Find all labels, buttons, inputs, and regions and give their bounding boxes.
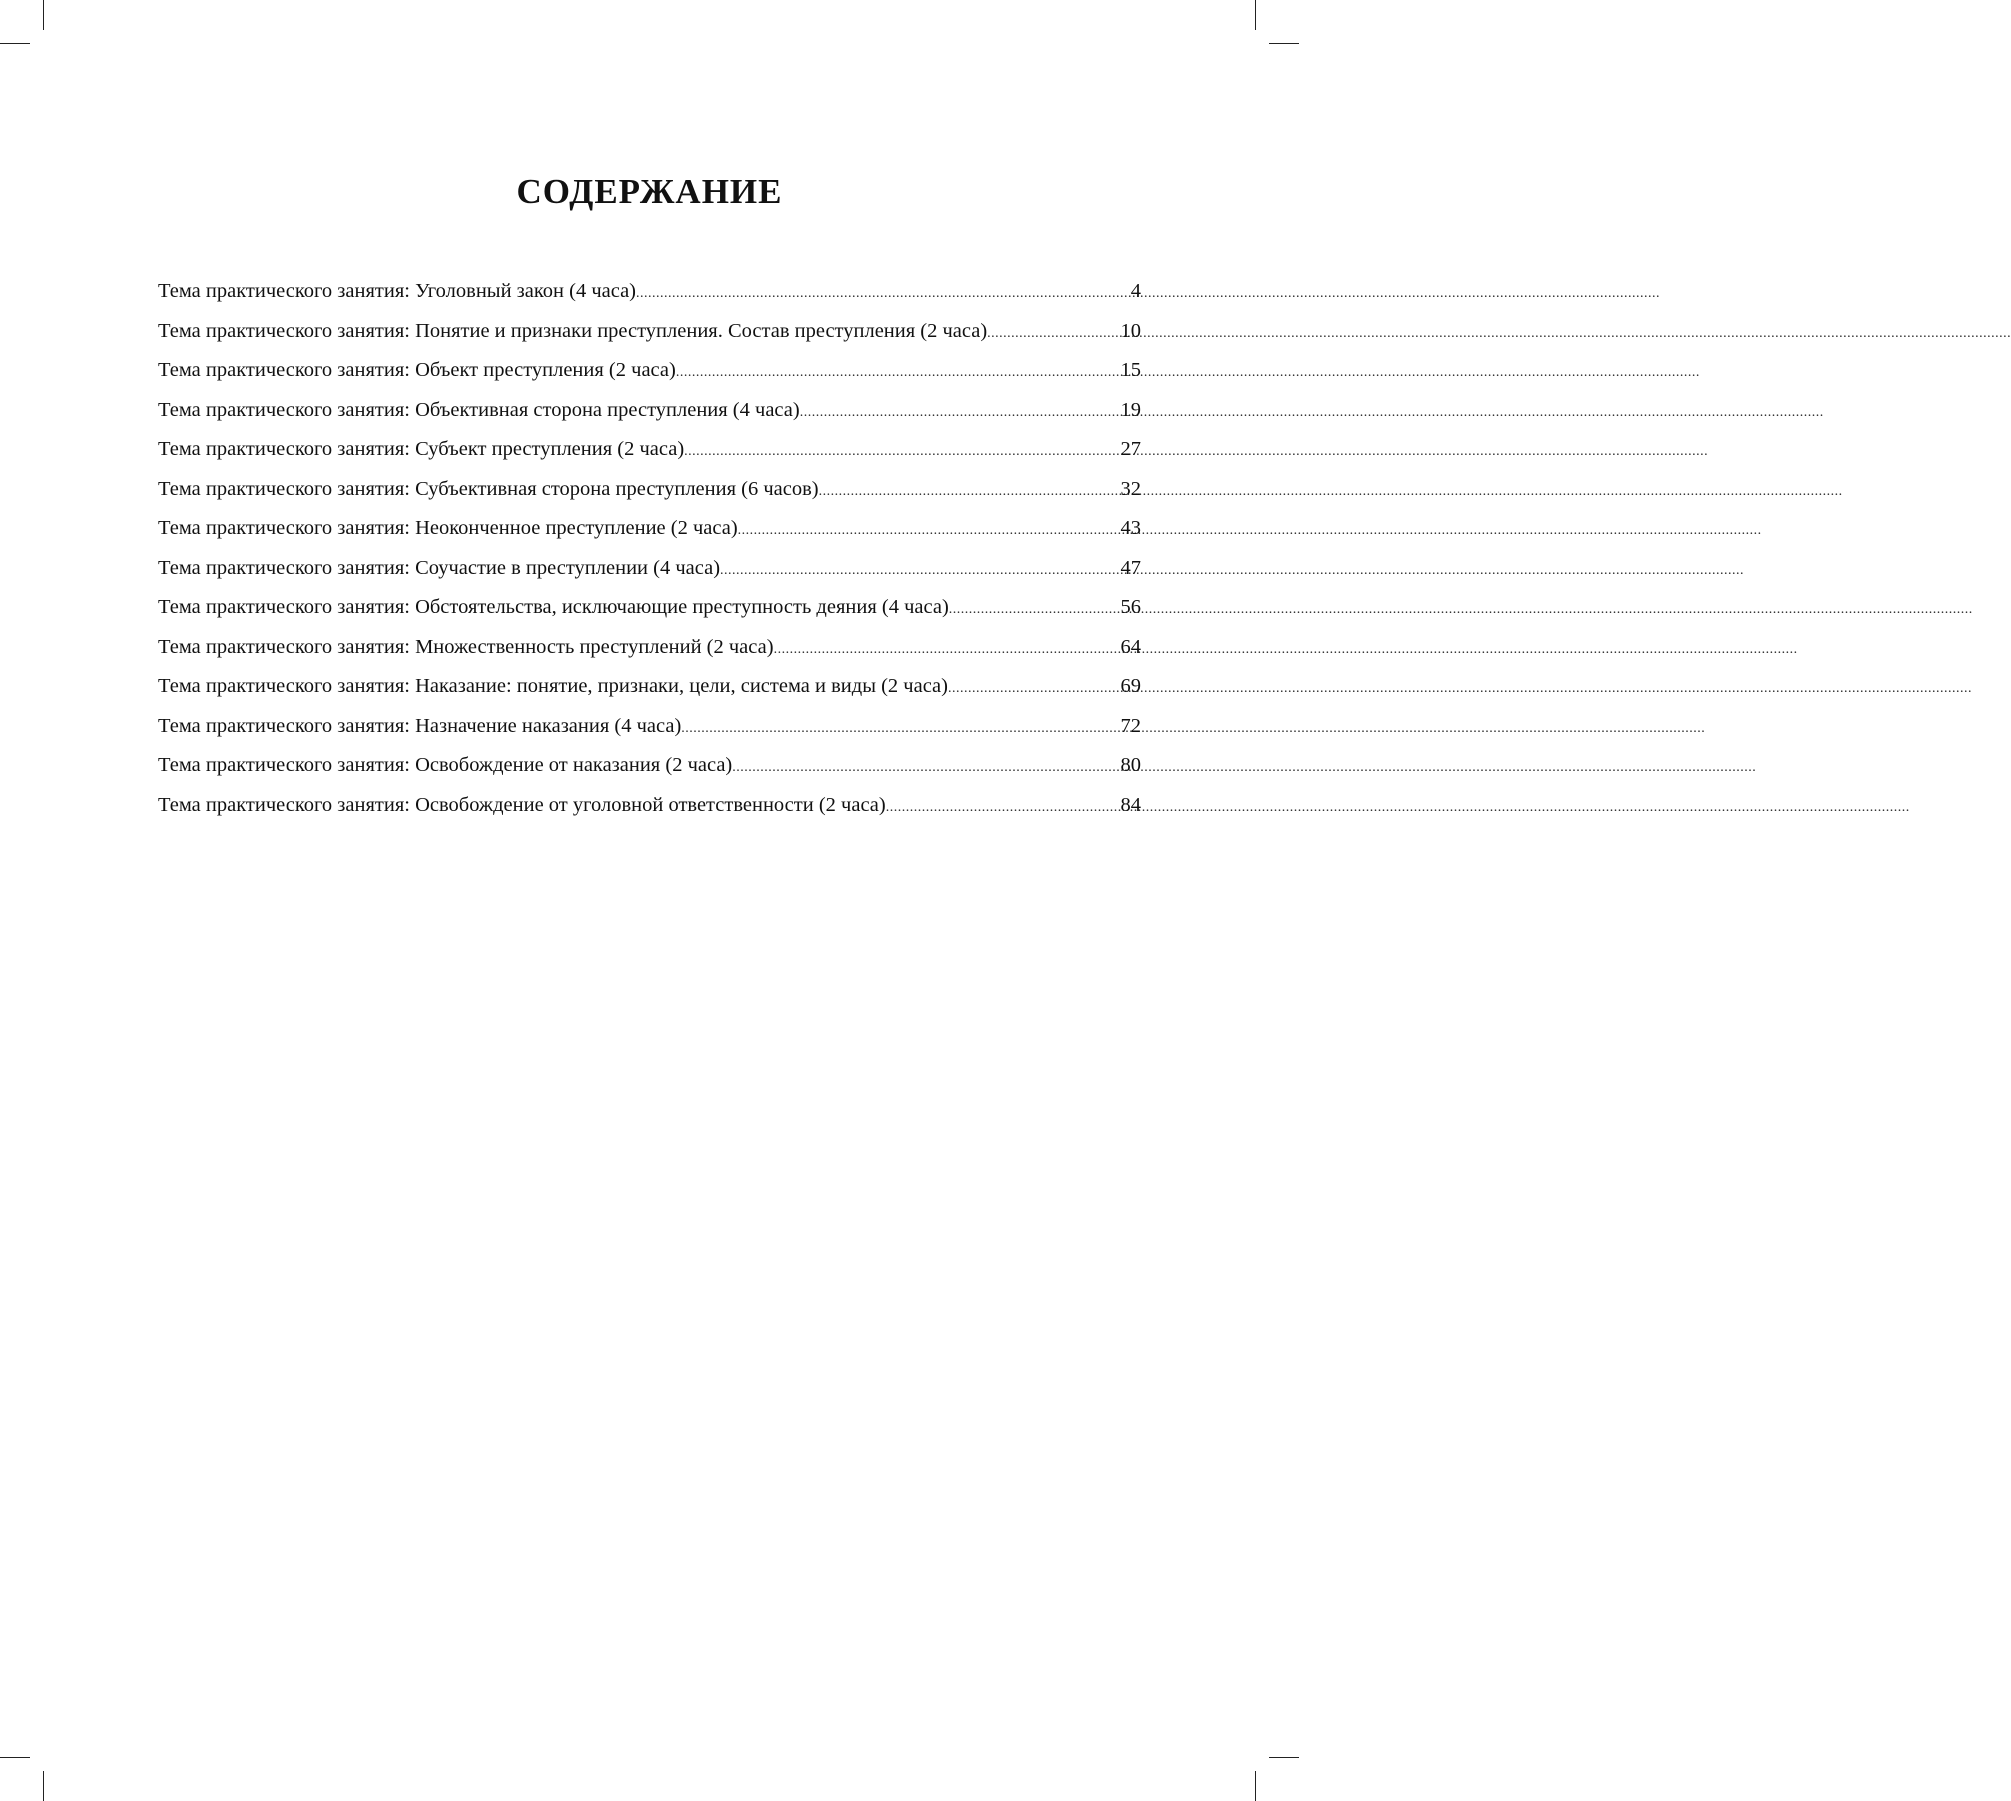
toc-dot-leader <box>732 748 1089 788</box>
crop-mark-bottom-right <box>1255 1771 1256 1801</box>
toc-entry[interactable] <box>158 430 1141 470</box>
toc-entry-title: Тема практического занятия: Освобождение от наказания (2 часа) <box>158 754 733 776</box>
crop-mark-top-left <box>43 0 44 30</box>
toc-entry-page: 72 <box>1120 714 1141 737</box>
toc-entry-page: 80 <box>1120 754 1141 776</box>
toc-entry[interactable] <box>158 746 1141 786</box>
toc-entry-title: Тема практического занятия: Обстоятельства, исключающие преступность деяния (4 часа) <box>158 596 949 618</box>
toc-entry[interactable] <box>158 312 1141 352</box>
toc-entry-page: 84 <box>1120 793 1141 816</box>
toc-entry[interactable] <box>158 272 1141 312</box>
toc-dot-leader <box>800 393 1089 433</box>
toc-dot-leader <box>886 788 1089 828</box>
toc-dot-leader <box>948 669 1089 709</box>
toc-dot-leader <box>684 432 1089 472</box>
toc-dot-leader <box>738 511 1089 551</box>
toc-dot-leader <box>949 590 1089 630</box>
crop-mark-top-right <box>1255 0 1256 30</box>
crop-mark-top-left-h <box>0 43 30 44</box>
toc-entry[interactable] <box>158 509 1141 549</box>
toc-entry-title: Тема практического занятия: Понятие и признаки преступления. Состав преступления (2 часа) <box>158 319 988 342</box>
toc-dot-leader <box>636 274 1089 314</box>
toc-entry-title: Тема практического занятия: Уголовный закон (4 часа) <box>158 280 637 302</box>
toc-dot-leader <box>681 709 1089 749</box>
toc-entry[interactable] <box>158 470 1141 510</box>
toc-entry[interactable] <box>158 628 1141 668</box>
toc-entry-title: Тема практического занятия: Неоконченное преступление (2 часа) <box>158 517 738 539</box>
toc-entry[interactable] <box>158 549 1141 589</box>
toc-entry-title: Тема практического занятия: Наказание: понятие, признаки, цели, система и виды (2 часа) <box>158 675 948 697</box>
toc-entry-page: 10 <box>1120 319 1141 342</box>
crop-mark-bottom-right-h <box>1269 1757 1299 1758</box>
toc-entry-title: Тема практического занятия: Объективная сторона преступления (4 часа) <box>158 398 800 421</box>
toc-entry[interactable] <box>158 786 1141 826</box>
toc-entry-title: Тема практического занятия: Соучастие в преступлении (4 часа) <box>158 556 721 579</box>
toc-entry[interactable] <box>158 391 1141 431</box>
toc-entry-page: 15 <box>1120 359 1141 381</box>
crop-mark-top-right-h <box>1269 43 1299 44</box>
toc-entry-page: 32 <box>1120 477 1141 500</box>
toc-entry[interactable] <box>158 588 1141 628</box>
toc-dot-leader <box>987 314 1089 354</box>
toc-dot-leader <box>720 551 1089 591</box>
crop-mark-bottom-left-h <box>0 1757 30 1758</box>
crop-mark-bottom-left <box>43 1771 44 1801</box>
table-of-contents <box>158 272 1141 825</box>
toc-dot-leader <box>819 472 1089 512</box>
toc-entry-page: 56 <box>1120 596 1141 618</box>
toc-entry[interactable] <box>158 707 1141 747</box>
toc-entry-page: 64 <box>1120 635 1141 658</box>
toc-entry-page: 27 <box>1120 438 1141 460</box>
toc-entry-page: 47 <box>1120 556 1141 579</box>
toc-entry-page: 19 <box>1120 398 1141 421</box>
toc-entry-title: Тема практического занятия: Субъект преступления (2 часа) <box>158 438 685 460</box>
toc-entry-page: 43 <box>1120 517 1141 539</box>
toc-entry-title: Тема практического занятия: Объект преступления (2 часа) <box>158 359 676 381</box>
toc-dot-leader <box>676 353 1089 393</box>
toc-entry[interactable] <box>158 667 1141 707</box>
toc-dot-leader <box>774 630 1089 670</box>
page-title: СОДЕРЖАНИЕ <box>516 172 783 211</box>
toc-entry-page: 4 <box>1130 280 1141 302</box>
toc-entry[interactable] <box>158 351 1141 391</box>
toc-entry-page: 69 <box>1120 675 1141 697</box>
toc-entry-title: Тема практического занятия: Субъективная сторона преступления (6 часов) <box>158 477 819 500</box>
toc-entry-title: Тема практического занятия: Назначение наказания (4 часа) <box>158 714 682 737</box>
toc-entry-title: Тема практического занятия: Множественность преступлений (2 часа) <box>158 635 774 658</box>
toc-entry-title: Тема практического занятия: Освобождение от уголовной ответственности (2 часа) <box>158 793 886 816</box>
